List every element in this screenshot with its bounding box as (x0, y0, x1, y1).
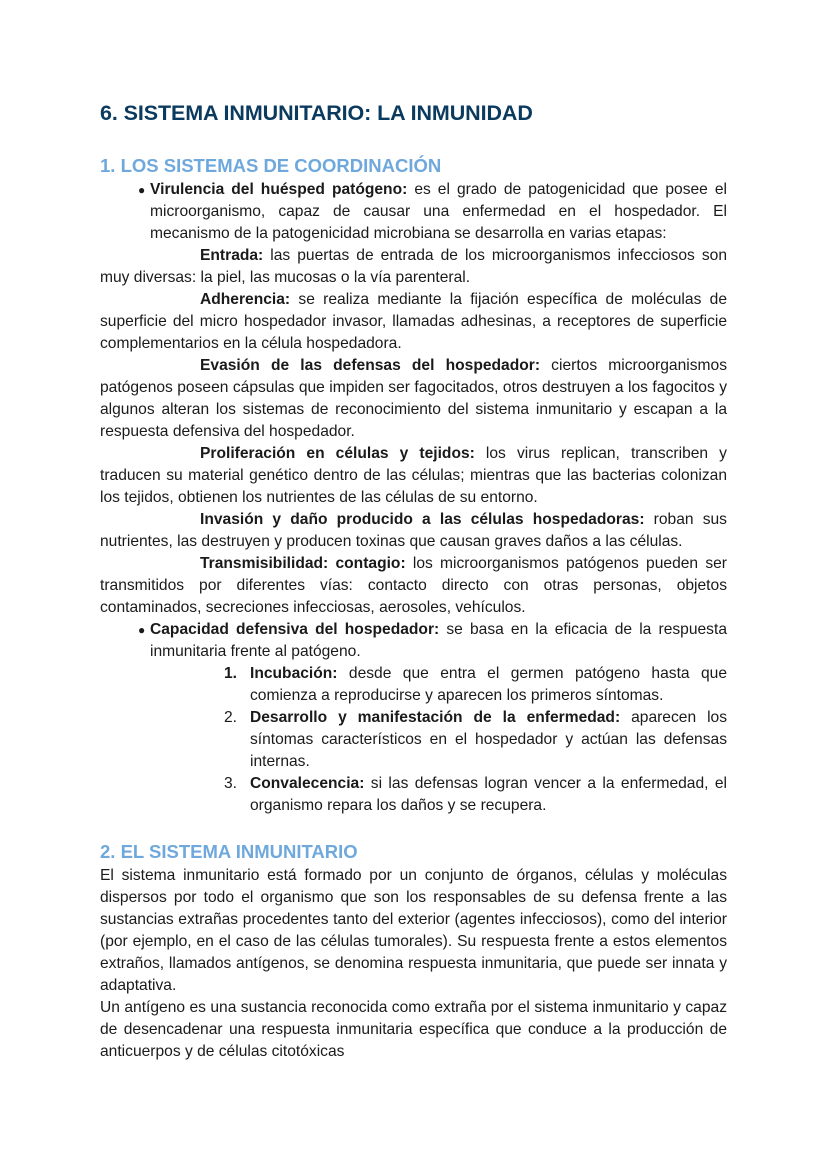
list-number: 2. (224, 709, 238, 726)
bullet-icon: ● (138, 623, 146, 637)
definition-capacidad-defensiva: se basa en la eficacia de la respuesta inmunitaria frente al patógeno. (150, 621, 727, 660)
stage-term: Invasión y daño producido a las células hospedadoras: (200, 511, 645, 528)
stage-adherencia (100, 289, 727, 355)
phase-term: Desarrollo y manifestación de la enfermedad: (250, 709, 621, 726)
stage-text: se realiza mediante la fijación específica de moléculas de superficie del micro hospedador invasor, llamadas adhesinas, a receptores de superficie complementarios en la célula hospedadora. (100, 291, 727, 352)
phase-incubacion (100, 663, 727, 707)
list-number: 3. (224, 775, 238, 792)
phase-term: Incubación: (250, 665, 338, 682)
phases-numbered-list (100, 663, 727, 817)
section2-body (100, 865, 727, 1063)
stage-text: los microorganismos patógenos pueden ser transmitidos por diferentes vías: contacto directo con otras personas, objetos contaminados, secreciones infecciosas, aerosoles, vehículos. (100, 555, 727, 616)
phase-text: desde que entra el germen patógeno hasta que comienza a reproducirse y aparecen los primeros síntomas. (250, 665, 727, 704)
stage-term: Proliferación en células y tejidos: (200, 445, 475, 462)
document-page (100, 98, 727, 1063)
section1-bullet-list (100, 179, 727, 245)
list-item-capacidad-defensiva (100, 619, 727, 663)
page-title: 6. SISTEMA INMUNITARIO: LA INMUNIDAD (100, 101, 533, 125)
list-number: 1. (224, 665, 238, 682)
section-heading-coordination: 1. LOS SISTEMAS DE COORDINACIÓN (100, 155, 442, 176)
stages-list (100, 245, 727, 619)
stage-term: Adherencia: (200, 291, 291, 308)
phase-desarrollo (100, 707, 727, 773)
section-heading-immune-system: 2. EL SISTEMA INMUNITARIO (100, 841, 358, 862)
stage-text: ciertos microorganismos patógenos poseen cápsulas que impiden ser fagocitados, otros destruyen a los fagocitos y algunos alteran los sistemas de reconocimiento del sistema inmunitario y escapan a la respuesta defensiva del hospedador. (100, 357, 727, 440)
paragraph-immune-system: El sistema inmunitario está formado por un conjunto de órganos, células y moléculas dispersos por todo el organismo que son los responsables de su defensa frente a las sustancias extrañas procedentes tanto del exterior (agentes infecciosos), como del interior (por ejemplo, en el caso de las células tumorales). Su respuesta frente a estos elementos extraños, llamados antígenos, se denomina respuesta inmunitaria, que puede ser innata y adaptativa. (100, 867, 727, 994)
stage-term: Evasión de las defensas del hospedador: (200, 357, 541, 374)
stage-text: los virus replican, transcriben y traducen su material genético dentro de las células; mientras que las bacterias colonizan los tejidos, obtienen los nutrientes de las células de su entorno. (100, 445, 727, 506)
stage-text: roban sus nutrientes, las destruyen y producen toxinas que causan graves daños a las células. (100, 511, 727, 550)
phase-text: si las defensas logran vencer a la enfermedad, el organismo repara los daños y se recupera. (250, 775, 727, 814)
stage-term: Entrada: (200, 247, 264, 264)
stage-term: Transmisibilidad: contagio: (200, 555, 406, 572)
stage-entrada (100, 245, 727, 289)
stage-invasion (100, 509, 727, 553)
paragraph-antigen: Un antígeno es una sustancia reconocida como extraña por el sistema inmunitario y capaz de desencadenar una respuesta inmunitaria específica que conduce a la producción de anticuerpos y de células citotóxicas (100, 999, 727, 1060)
term-virulencia: Virulencia del huésped patógeno: (150, 181, 408, 198)
section1-bullet-list-2 (100, 619, 727, 663)
bullet-icon: ● (138, 183, 146, 197)
stage-proliferacion (100, 443, 727, 509)
stage-transmisibilidad (100, 553, 727, 619)
phase-term: Convalecencia: (250, 775, 365, 792)
term-capacidad-defensiva: Capacidad defensiva del hospedador: (150, 621, 440, 638)
list-item-virulencia (100, 179, 727, 245)
phase-text: aparecen los síntomas característicos en el hospedador y actúan las defensas internas. (250, 709, 727, 770)
phase-convalecencia (100, 773, 727, 817)
stage-evasion (100, 355, 727, 443)
definition-virulencia: es el grado de patogenicidad que posee el microorganismo, capaz de causar una enfermedad en el hospedador. El mecanismo de la patogenicidad microbiana se desarrolla en varias etapas: (150, 181, 728, 242)
stage-text: las puertas de entrada de los microorganismos infecciosos son muy diversas: la piel, las mucosas o la vía parenteral. (100, 247, 727, 286)
